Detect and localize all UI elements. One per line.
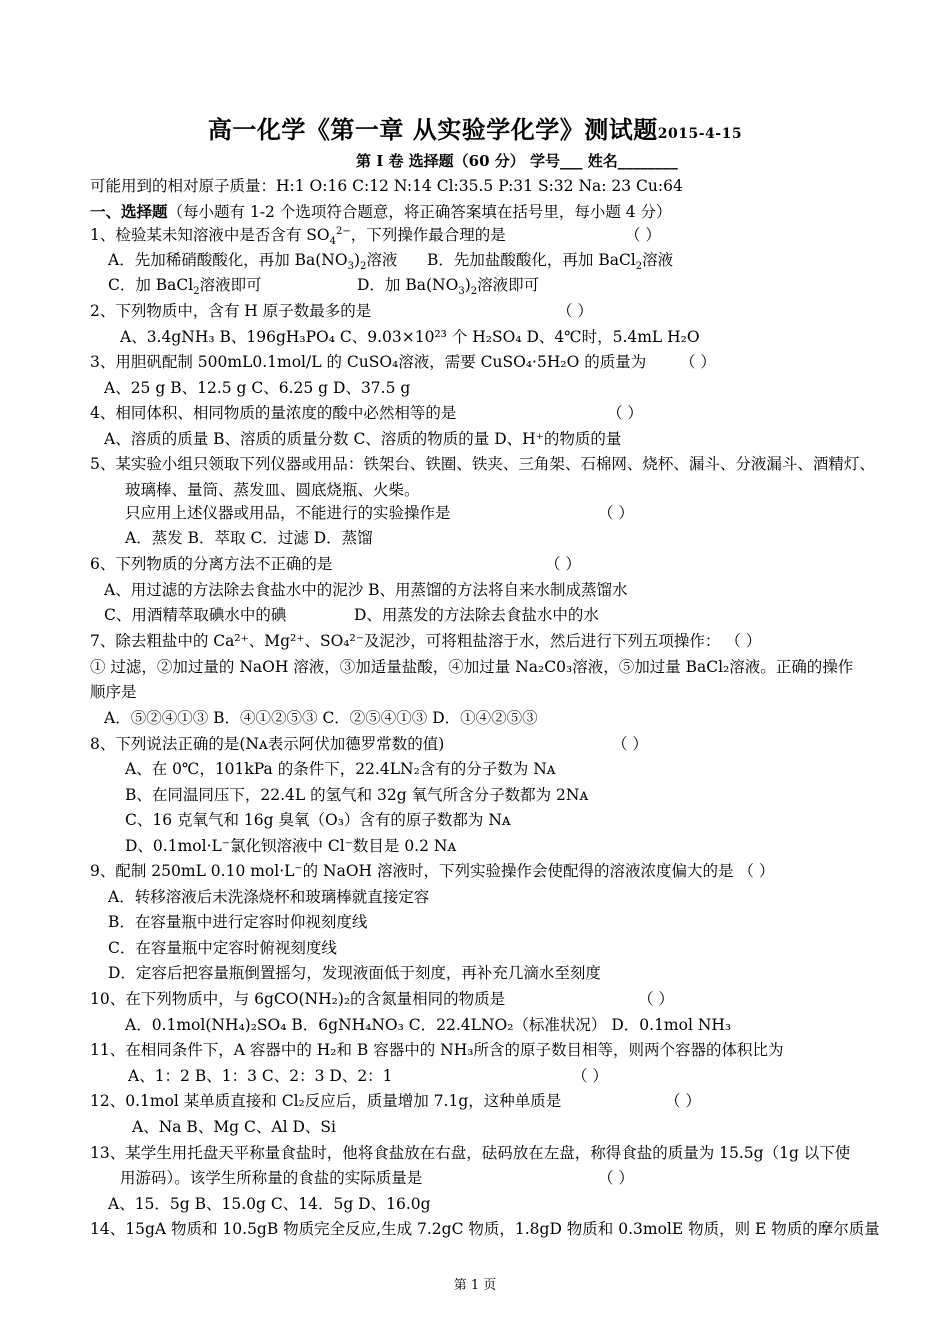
q12-options: A、Na B、Mg C、Al D、Si <box>132 1118 336 1136</box>
q5-stem-2: 玻璃棒、量筒、蒸发皿、圆底烧瓶、火柴。 <box>125 481 420 499</box>
q5-answer-paren: （ ） <box>598 504 634 522</box>
q4-stem: 4、相同体积、相同物质的量浓度的酸中必然相等的是 <box>90 404 457 422</box>
q4-options: A、溶质的质量 B、溶质的质量分数 C、溶质的物质的量 D、H⁺的物质的量 <box>104 430 622 448</box>
exam-date: 2015-4-15 <box>657 126 743 142</box>
q1-stem-b: ，下列操作最合理的是 <box>350 226 506 244</box>
q1-d-text: D．加 Ba(NO <box>357 276 459 294</box>
q1-d-text3: 溶液即可 <box>477 276 540 294</box>
q3-answer-paren: （ ） <box>680 353 716 371</box>
q13-stem-1: 13、某学生用托盘天平称量食盐时，他将食盐放在右盘，砝码放在左盘，称得食盐的质量为 15.5g（1g 以下使 <box>90 1144 851 1162</box>
q10-options: A．0.1mol(NH₄)₂SO₄ B．6gNH₄NO₃ C．22.4LNO₂（标准状况） D．0.1mol NH₃ <box>125 1016 732 1034</box>
q7-options: A．⑤②④①③ B．④①②⑤③ C．②⑤④①③ D．①④②⑤③ <box>104 709 538 727</box>
section1-heading-line <box>90 201 672 223</box>
q1-answer-paren: （ ） <box>625 226 661 244</box>
q8-option-a: A、在 0℃，101kPa 的条件下，22.4LN₂含有的分子数为 Nᴀ <box>125 760 556 778</box>
q2-answer-paren: （ ） <box>557 302 593 320</box>
q8-option-c: C、16 克氧气和 16g 臭氧（O₃）含有的原子数都为 Nᴀ <box>125 811 511 829</box>
q8-option-d: D、0.1mol·L⁻氯化钡溶液中 Cl⁻数目是 0.2 Nᴀ <box>125 837 457 855</box>
q1-c-text2: 溶液即可 <box>199 276 262 294</box>
q7-stem-3: 顺序是 <box>90 683 137 701</box>
q1-a-text2: ) <box>353 251 361 269</box>
q2-options: A、3.4gNH₃ B、196gH₃PO₄ C、9.03×10²³ 个 H₂SO₄ D、4℃时，5.4mL H₂O <box>120 328 700 346</box>
q13-stem-2: 用游码）。该学生所称量的食盐的实际质量是 <box>120 1169 423 1187</box>
q1-option-b: B．先加盐酸酸化，再加 BaCl$_2$溶液 <box>427 251 674 273</box>
q9-option-a: A．转移溶液后未洗涤烧杯和玻璃棒就直接定容 <box>108 888 430 906</box>
q8-answer-paren: （ ） <box>612 735 648 753</box>
q11-options: A、1：2 B、1：3 C、2：3 D、2：1 <box>128 1067 393 1085</box>
section1-instruction: （每小题有 1-2 个选项符合题意，将正确答案填在括号里，每小题 4 分） <box>167 203 672 221</box>
q8-stem: 8、下列说法正确的是(Nᴀ表示阿伏加德罗常数的值) <box>90 735 445 753</box>
q11-answer-paren: （ ） <box>572 1067 608 1085</box>
q5-options: A．蒸发 B．萃取 C．过滤 D．蒸馏 <box>125 529 373 547</box>
q1-stem: 1、检验某未知溶液中是否含有 $SO_4^{2-}$，下列操作最合理的是 <box>90 225 506 248</box>
q11-stem: 11、在相同条件下，A 容器中的 H₂和 B 容器中的 NH₃所含的原子数目相等，则两个容器的体积比为 <box>90 1041 784 1059</box>
q1-c-text: C．加 BaCl <box>108 276 194 294</box>
q7-stem: 7、除去粗盐中的 Ca²⁺、Mg²⁺、SO₄²⁻及泥沙，可将粗盐溶于水，然后进行下列五项操作： （ ） <box>90 632 762 650</box>
section-subtitle: 第 I 卷 选择题（60 分） 学号___ 姓名________ <box>356 152 678 170</box>
atomic-masses-line: 可能用到的相对原子质量：H:1 O:16 C:12 N:14 Cl:35.5 P:31 S:32 Na: 23 Cu:64 <box>90 177 683 195</box>
page-number: 第 1 页 <box>453 1278 497 1293</box>
q6-stem: 6、下列物质的分离方法不正确的是 <box>90 555 333 573</box>
q1-a-text: A．先加稀硝酸酸化，再加 Ba(NO <box>108 251 348 269</box>
q6-answer-paren: （ ） <box>545 555 581 573</box>
q3-stem: 3、用胆矾配制 500mL0.1mol/L 的 CuSO₄溶液，需要 CuSO₄·5H₂O 的质量为 <box>90 353 647 371</box>
title-text: 高一化学《第一章 从实验学化学》测试题 <box>207 115 658 144</box>
q10-answer-paren: （ ） <box>638 990 674 1008</box>
q1-b-text2: 溶液 <box>642 251 674 269</box>
q6-option-d: D、用蒸发的方法除去食盐水中的水 <box>354 606 599 624</box>
q2-stem: 2、下列物质中，含有 H 原子数最多的是 <box>90 302 372 320</box>
q9-option-d: D．定容后把容量瓶倒置摇匀，发现液面低于刻度，再补充几滴水至刻度 <box>108 964 601 982</box>
q5-stem-3: 只应用上述仪器或用品，不能进行的实验操作是 <box>125 504 451 522</box>
q1-stem-a: 1、检验某未知溶液中是否含有 SO <box>90 226 330 244</box>
q10-stem: 10、在下列物质中，与 6gCO(NH₂)₂的含氮量相同的物质是 <box>90 990 506 1008</box>
q12-answer-paren: （ ） <box>665 1092 701 1110</box>
q6-option-c: C、用酒精萃取碘水中的碘 <box>104 606 287 624</box>
q9-stem: 9、配制 250mL 0.10 mol·L⁻的 NaOH 溶液时，下列实验操作会使配得的溶液浓度偏大的是 （ ） <box>90 862 775 880</box>
q9-option-c: C．在容量瓶中定容时俯视刻度线 <box>108 939 337 957</box>
q9-option-b: B．在容量瓶中进行定容时仰视刻度线 <box>108 913 368 931</box>
q1-option-a: A．先加稀硝酸酸化，再加 $Ba(NO_3)_2$溶液 <box>108 251 398 273</box>
q1-d-text2: ) <box>464 276 471 294</box>
q1-option-d: D．加 $Ba(NO_3)_2$溶液即可 <box>357 276 540 298</box>
q1-b-text: B．先加盐酸酸化，再加 BaCl <box>427 251 636 269</box>
q12-stem: 12、0.1mol 某单质直接和 Cl₂反应后，质量增加 7.1g，这种单质是 <box>90 1092 562 1110</box>
q6-options-ab: A、用过滤的方法除去食盐水中的泥沙 B、用蒸馏的方法将自来水制成蒸馏水 <box>104 581 628 599</box>
q5-stem-1: 5、某实验小组只领取下列仪器或用品：铁架台、铁圈、铁夹、三角架、石棉网、烧杯、漏斗、分液漏斗、酒精灯、 <box>90 455 875 473</box>
q1-a-text3: 溶液 <box>366 251 398 269</box>
section1-heading: 一、选择题 <box>90 202 168 221</box>
exam-title <box>0 110 950 145</box>
q7-stem-2: ① 过滤，②加过量的 NaOH 溶液，③加适量盐酸，④加过量 Na₂C0₃溶液，⑤加过量 BaCl₂溶液。正确的操作 <box>90 658 854 676</box>
q13-answer-paren: （ ） <box>598 1169 634 1187</box>
q4-answer-paren: （ ） <box>607 404 643 422</box>
q14-stem: 14、15gA 物质和 10.5gB 物质完全反应,生成 7.2gC 物质，1.8gD 物质和 0.3molE 物质，则 E 物质的摩尔质量 <box>90 1220 880 1238</box>
q3-options: A、25 g B、12.5 g C、6.25 g D、37.5 g <box>104 379 411 397</box>
q13-options: A、15．5g B、15.0g C、14．5g D、16.0g <box>108 1195 431 1213</box>
q1-option-c: C．加 BaCl$_2$溶液即可 <box>108 276 262 298</box>
q8-option-b: B、在同温同压下，22.4L 的氢气和 32g 氧气所含分子数都为 2Nᴀ <box>125 786 589 804</box>
